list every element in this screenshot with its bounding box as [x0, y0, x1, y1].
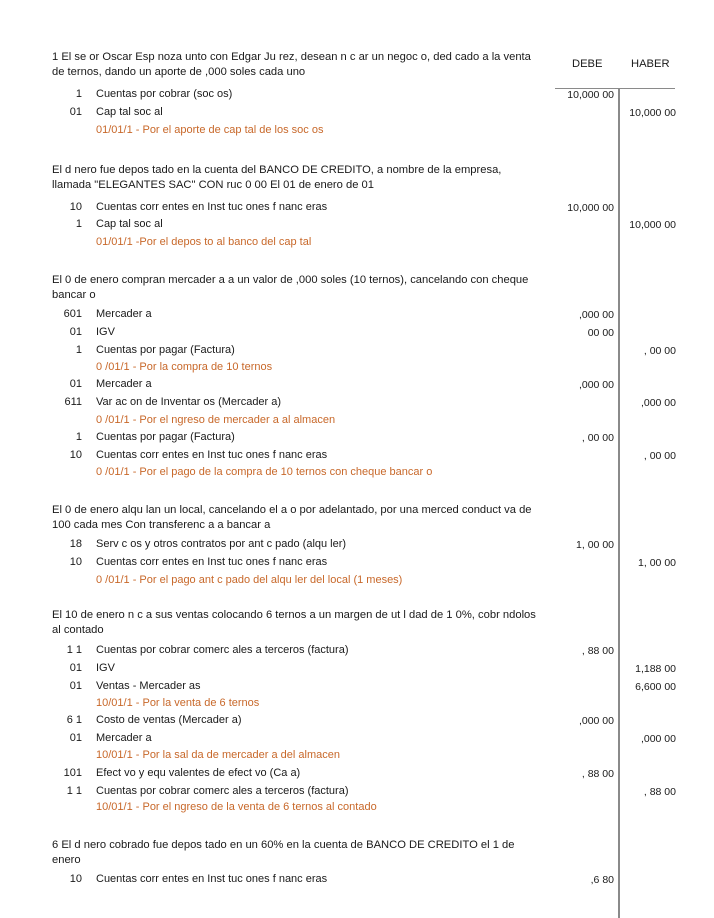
account-name: Cuentas por pagar (Factura): [96, 431, 235, 443]
account-name: Mercader a: [96, 308, 152, 320]
account-code: 01: [69, 106, 82, 118]
account-code: 01: [69, 326, 82, 338]
account-name: Cuentas por pagar (Factura): [96, 344, 235, 356]
account-name: Cuentas corr entes en Inst tuc ones f nanc eras: [96, 201, 328, 213]
debe-amount: ,000 00: [578, 715, 614, 727]
debe-amount: ,000 00: [578, 379, 614, 391]
account-name: Cuentas corr entes en Inst tuc ones f nanc eras: [96, 873, 328, 885]
account-code: 10: [69, 449, 82, 461]
entry-note: 0 /01/1 - Por el pago de la compra de 10 ternos con cheque bancar o: [96, 466, 433, 478]
account-name: Serv c os y otros contratos por ant c pado (alqu ler): [96, 538, 347, 550]
statement-4: El 0 de enero alqu lan un local, cancelando el a o por adelantado, por una merced conduct va de 100 cada mes Con transferenc a a bancar a: [52, 504, 532, 531]
haber-amount: 10,000 00: [629, 107, 676, 119]
account-code: 6 1: [66, 714, 82, 726]
account-code: 1: [75, 88, 82, 100]
entry-note: 01/01/1 -Por el depos to al banco del cap tal: [96, 236, 312, 248]
haber-amount: 6,600 00: [635, 681, 676, 693]
debe-amount: 1, 00 00: [576, 539, 614, 551]
account-name: Efect vo y equ valentes de efect vo (Ca a): [96, 767, 301, 779]
haber-amount: 1,188 00: [635, 663, 676, 675]
account-code: 601: [63, 308, 82, 320]
account-code: 18: [69, 538, 82, 550]
statement-6: 6 El d nero cobrado fue depos tado en un 60% en la cuenta de BANCO DE CREDITO el 1 de enero: [52, 839, 515, 866]
account-code: 01: [69, 662, 82, 674]
haber-amount: , 00 00: [643, 450, 676, 462]
entry-note: 0 /01/1 - Por el pago ant c pado del alqu ler del local (1 meses): [96, 574, 403, 586]
haber-amount: ,000 00: [640, 733, 676, 745]
account-name: IGV: [96, 326, 115, 338]
entry-note: 0 /01/1 - Por el ngreso de mercader a al almacen: [96, 414, 336, 426]
haber-header: HABER: [631, 58, 670, 70]
entry-note: 10/01/1 - Por la sal da de mercader a del almacen: [96, 749, 340, 761]
account-code: 611: [64, 396, 82, 408]
account-name: Mercader a: [96, 378, 152, 390]
account-code: 10: [69, 556, 82, 568]
account-name: Cuentas corr entes en Inst tuc ones f nanc eras: [96, 556, 328, 568]
entry-note: 0 /01/1 - Por la compra de 10 ternos: [96, 361, 273, 373]
account-name: Costo de ventas (Mercader a): [96, 714, 242, 726]
account-code: 1: [75, 344, 82, 356]
debe-header: DEBE: [572, 58, 603, 70]
haber-amount: 1, 00 00: [638, 557, 676, 569]
account-name: Mercader a: [96, 732, 152, 744]
account-name: Cuentas por cobrar comerc ales a terceros (factura): [96, 785, 349, 797]
account-code: 10: [69, 201, 82, 213]
account-name: IGV: [96, 662, 115, 674]
debe-amount: 00 00: [587, 327, 614, 339]
account-name: Cap tal soc al: [96, 218, 163, 230]
debe-amount: , 88 00: [581, 768, 614, 780]
account-code: 01: [69, 680, 82, 692]
debe-amount: 10,000 00: [567, 89, 614, 101]
debe-amount: ,000 00: [578, 309, 614, 321]
account-name: Ventas - Mercader as: [96, 680, 201, 692]
account-name: Cuentas corr entes en Inst tuc ones f nanc eras: [96, 449, 328, 461]
account-code: 1: [75, 431, 82, 443]
account-code: 1 1: [66, 644, 82, 656]
entry-note: 10/01/1 - Por el ngreso de la venta de 6 ternos al contado: [96, 801, 377, 813]
debe-haber-divider: [618, 88, 620, 918]
account-name: Cuentas por cobrar (soc os): [96, 88, 233, 100]
statement-5: El 10 de enero n c a sus ventas colocando 6 ternos a un margen de ut l dad de 1 0%, cobr ndolos al contado: [52, 609, 536, 636]
debe-amount: , 00 00: [581, 432, 614, 444]
account-code: 1: [75, 218, 82, 230]
entry-note: 10/01/1 - Por la venta de 6 ternos: [96, 697, 260, 709]
account-code: 01: [69, 732, 82, 744]
statement-1: 1 El se or Oscar Esp noza unto con Edgar Ju rez, desean n c ar un negoc o, ded cado a la venta de ternos, dando un aporte de ,000 soles cada uno: [52, 51, 531, 78]
account-code: 10: [69, 873, 82, 885]
haber-amount: , 00 00: [643, 345, 676, 357]
account-name: Cap tal soc al: [96, 106, 163, 118]
entry-note: 01/01/1 - Por el aporte de cap tal de los soc os: [96, 124, 324, 136]
statement-3: El 0 de enero compran mercader a a un valor de ,000 soles (10 ternos), cancelando con cheque bancar o: [52, 274, 529, 301]
haber-amount: , 88 00: [643, 786, 676, 798]
haber-amount: ,000 00: [640, 397, 676, 409]
statement-2: El d nero fue depos tado en la cuenta del BANCO DE CREDITO, a nombre de la empresa, llamada "ELEGANTES SAC" CON ruc 0 00 El 01 de enero de 01: [52, 164, 502, 191]
debe-amount: 10,000 00: [567, 202, 614, 214]
debe-amount: ,6 80: [590, 874, 614, 886]
account-name: Var ac on de Inventar os (Mercader a): [96, 396, 282, 408]
account-name: Cuentas por cobrar comerc ales a terceros (factura): [96, 644, 349, 656]
account-code: 01: [69, 378, 82, 390]
haber-amount: 10,000 00: [629, 219, 676, 231]
debe-amount: , 88 00: [581, 645, 614, 657]
account-code: 101: [63, 767, 82, 779]
account-code: 1 1: [66, 785, 82, 797]
